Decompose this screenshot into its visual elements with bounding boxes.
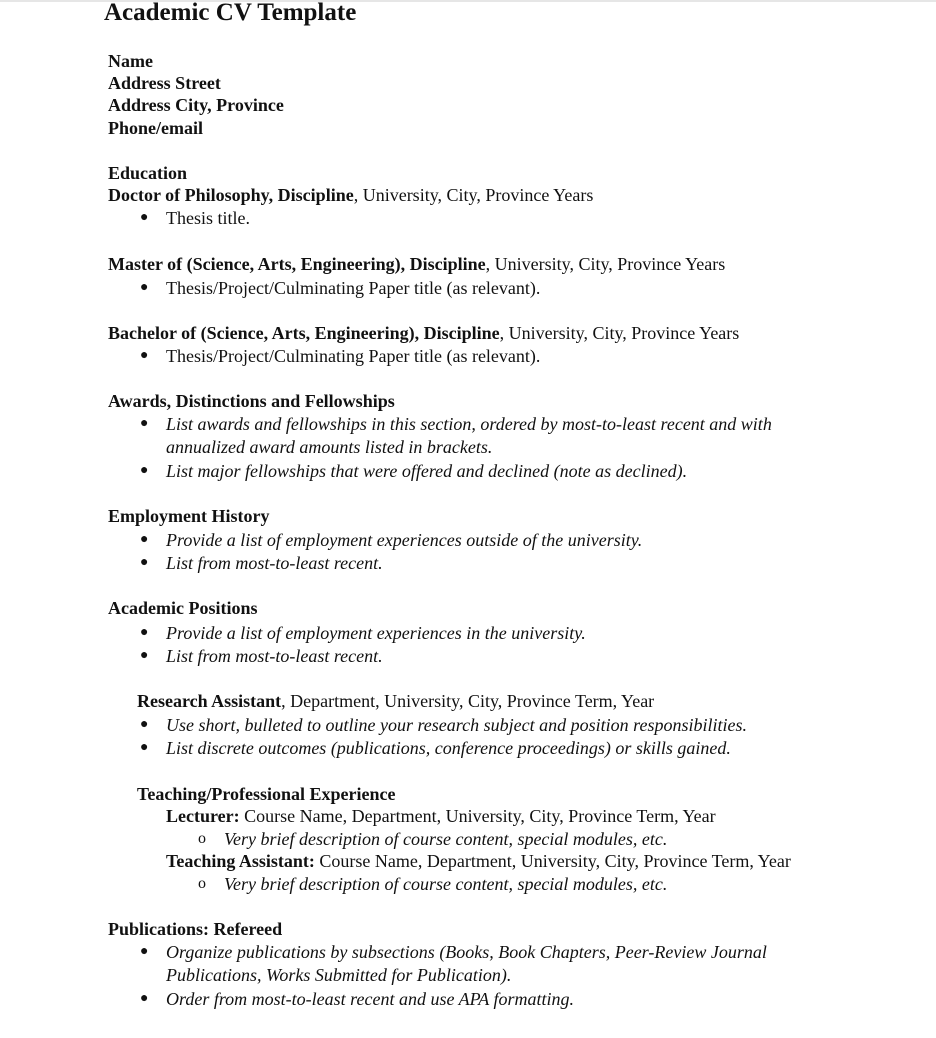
circle-bullet-icon: o — [198, 830, 206, 847]
awards-bullet-2: List major fellowships that were offered and declined (note as declined). — [166, 461, 688, 481]
bullet-icon: ● — [140, 625, 149, 640]
academic-bullet-2: List from most-to-least recent. — [166, 646, 383, 666]
academic-bullet-1: Provide a list of employment experiences in the university. — [166, 623, 586, 643]
teaching-heading: Teaching/Professional Experience — [137, 784, 396, 804]
bachelor-thesis: Thesis/Project/Culminating Paper title (as relevant). — [166, 346, 541, 366]
publications-heading: Publications: Refereed — [108, 919, 283, 939]
contact-street: Address Street — [108, 73, 221, 93]
employment-bullet-2: List from most-to-least recent. — [166, 553, 383, 573]
teaching-assistant-description: Very brief description of course content, special modules, etc. — [224, 874, 668, 894]
bullet-icon: ● — [140, 348, 149, 363]
bullet-icon: ● — [140, 944, 149, 959]
bullet-icon: ● — [140, 210, 149, 225]
teaching-assistant-details: Course Name, Department, University, City, Province Term, Year — [314, 851, 791, 871]
contact-name: Name — [108, 51, 153, 71]
contact-phone: Phone/email — [108, 118, 203, 138]
bullet-icon: ● — [140, 532, 149, 547]
bachelor-degree: Bachelor of (Science, Arts, Engineering), Discipline — [108, 323, 500, 343]
masters-thesis: Thesis/Project/Culminating Paper title (as relevant). — [166, 278, 541, 298]
masters-details: , University, City, Province Years — [485, 254, 726, 274]
lecturer-entry — [166, 805, 716, 827]
academic-heading: Academic Positions — [108, 598, 258, 618]
publications-bullet-1-line-2: Publications, Works Submitted for Publication). — [166, 965, 512, 985]
employment-bullet-1: Provide a list of employment experiences outside of the university. — [166, 530, 643, 550]
phd-thesis: Thesis title. — [166, 208, 250, 228]
masters-entry — [108, 253, 725, 275]
bullet-icon: ● — [140, 740, 149, 755]
bullet-icon: ● — [140, 555, 149, 570]
bullet-icon: ● — [140, 416, 149, 431]
research-assistant-bullet-2: List discrete outcomes (publications, conference proceedings) or skills gained. — [166, 738, 731, 758]
publications-bullet-1-line-1: Organize publications by subsections (Books, Book Chapters, Peer-Review Journal — [166, 942, 767, 962]
lecturer-label: Lecturer: — [166, 806, 240, 826]
masters-degree: Master of (Science, Arts, Engineering), Discipline — [108, 254, 486, 274]
education-heading: Education — [108, 163, 188, 183]
awards-heading: Awards, Distinctions and Fellowships — [108, 391, 395, 411]
research-assistant-entry — [137, 690, 654, 712]
phd-degree: Doctor of Philosophy, Discipline — [108, 185, 354, 205]
publications-bullet-2: Order from most-to-least recent and use APA formatting. — [166, 989, 574, 1009]
phd-details: , University, City, Province Years — [353, 185, 594, 205]
research-assistant-title: Research Assistant — [137, 691, 282, 711]
bullet-icon: ● — [140, 717, 149, 732]
awards-bullet-1-line-2: annualized award amounts listed in brackets. — [166, 437, 493, 457]
bullet-icon: ● — [140, 280, 149, 295]
circle-bullet-icon: o — [198, 875, 206, 892]
teaching-assistant-entry — [166, 850, 791, 872]
phd-entry — [108, 184, 593, 206]
research-assistant-bullet-1: Use short, bulleted to outline your research subject and position responsibilities. — [166, 715, 747, 735]
bachelor-entry — [108, 322, 739, 344]
bullet-icon: ● — [140, 648, 149, 663]
awards-bullet-1-line-1: List awards and fellowships in this section, ordered by most-to-least recent and with — [166, 414, 772, 434]
lecturer-description: Very brief description of course content, special modules, etc. — [224, 829, 668, 849]
research-assistant-details: , Department, University, City, Province Term, Year — [281, 691, 655, 711]
employment-heading: Employment History — [108, 506, 270, 526]
contact-city: Address City, Province — [108, 95, 284, 115]
bullet-icon: ● — [140, 463, 149, 478]
bachelor-details: , University, City, Province Years — [499, 323, 740, 343]
teaching-assistant-label: Teaching Assistant: — [166, 851, 315, 871]
lecturer-details: Course Name, Department, University, City, Province Term, Year — [239, 806, 716, 826]
bullet-icon: ● — [140, 991, 149, 1006]
document-title: Academic CV Template — [104, 0, 357, 26]
